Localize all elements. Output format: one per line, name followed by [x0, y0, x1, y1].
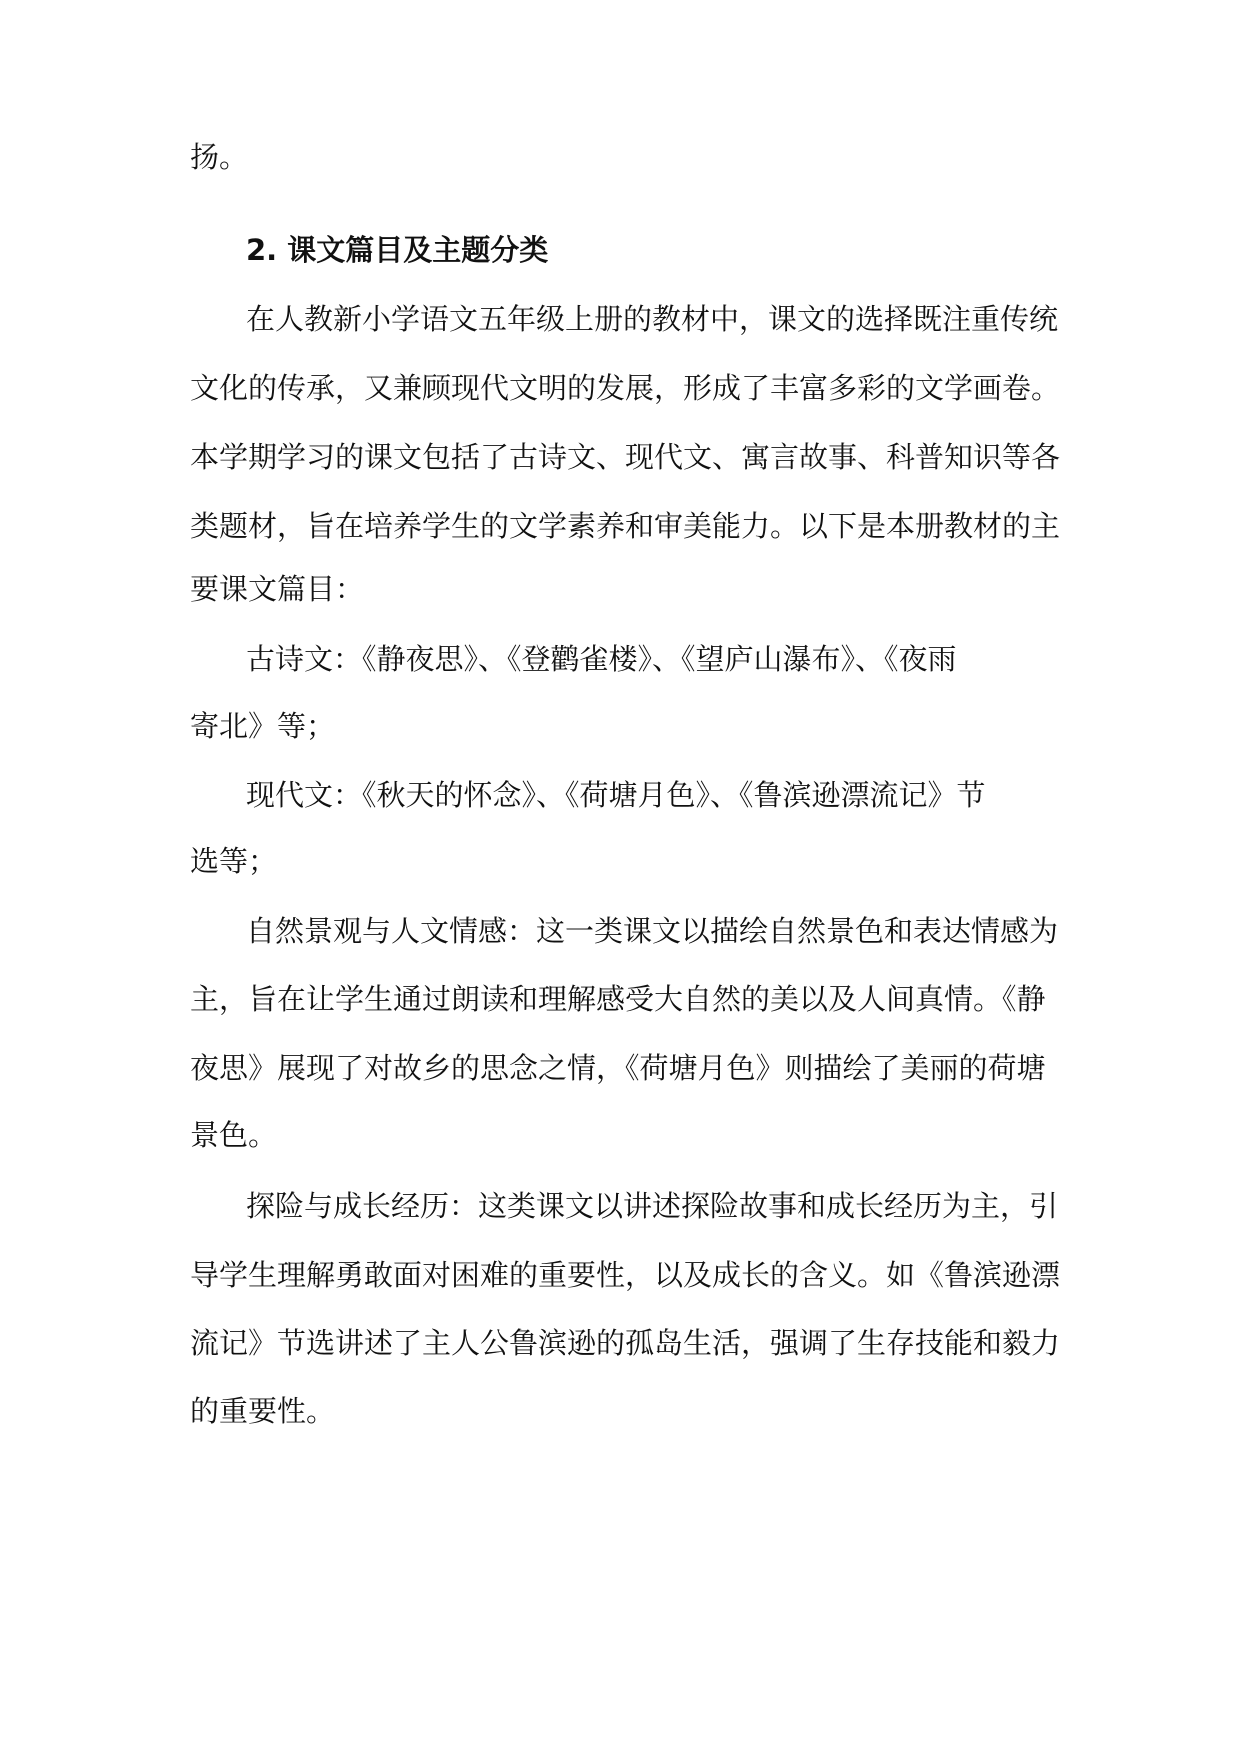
paragraph-line: 扬。	[190, 140, 249, 174]
paragraph-line: 自然景观与人文情感：这一类课文以描绘自然景色和表达情感为	[246, 914, 1059, 948]
paragraph-line: 类题材，旨在培养学生的文学素养和审美能力。以下是本册教材的主	[190, 509, 1061, 543]
paragraph-line: 选等；	[190, 844, 278, 878]
paragraph-line: 古诗文：《静夜思》、《登鹳雀楼》、《望庐山瀑布》、《夜雨	[246, 642, 957, 676]
paragraph-line: 探险与成长经历：这类课文以讲述探险故事和成长经历为主，引	[246, 1189, 1059, 1223]
paragraph-line: 流记》节选讲述了主人公鲁滨逊的孤岛生活，强调了生存技能和毅力	[190, 1326, 1061, 1360]
paragraph-line: 本学期学习的课文包括了古诗文、现代文、寓言故事、科普知识等各	[190, 440, 1061, 474]
section-heading: 2. 课文篇目及主题分类	[246, 233, 549, 267]
paragraph-line: 要课文篇目：	[190, 572, 365, 606]
paragraph-line: 现代文：《秋天的怀念》、《荷塘月色》、《鲁滨逊漂流记》节	[246, 778, 986, 812]
paragraph-line: 在人教新小学语文五年级上册的教材中，课文的选择既注重传统	[246, 302, 1059, 336]
paragraph-line: 寄北》等；	[190, 709, 336, 743]
paragraph-line: 景色。	[190, 1118, 278, 1152]
paragraph-line: 主，旨在让学生通过朗读和理解感受大自然的美以及人间真情。《静	[190, 982, 1046, 1016]
paragraph-line: 的重要性。	[190, 1394, 336, 1428]
paragraph-line: 导学生理解勇敢面对困难的重要性，以及成长的含义。如《鲁滨逊漂	[190, 1258, 1061, 1292]
paragraph-line: 文化的传承，又兼顾现代文明的发展，形成了丰富多彩的文学画卷。	[190, 371, 1061, 405]
paragraph-line: 夜思》展现了对故乡的思念之情，《荷塘月色》则描绘了美丽的荷塘	[190, 1051, 1046, 1085]
